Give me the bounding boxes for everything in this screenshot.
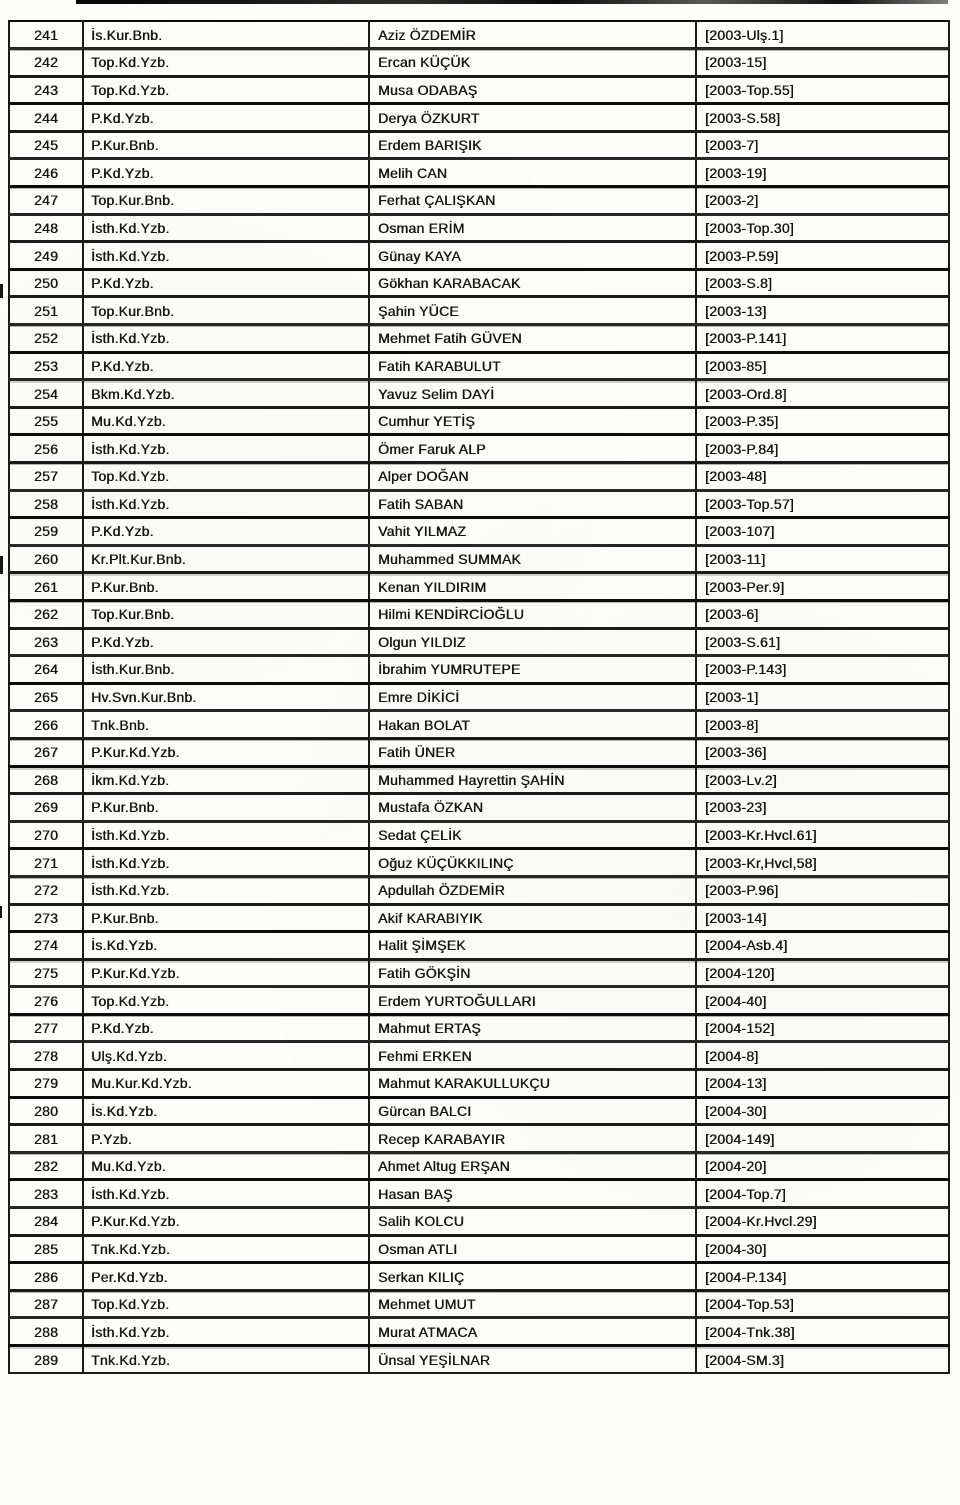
name-cell: Şahin YÜCE [369, 297, 696, 325]
rank-cell: Per.Kd.Yzb. [83, 1263, 369, 1291]
rank-cell: Top.Kur.Bnb. [83, 600, 369, 628]
rank-cell: Mu.Kd.Yzb. [83, 407, 369, 435]
name-cell: Vahit YILMAZ [369, 518, 696, 546]
roster-body [9, 21, 949, 1373]
rank-cell: Mu.Kur.Kd.Yzb. [83, 1070, 369, 1098]
code-cell: [2004-13] [696, 1070, 949, 1098]
name-cell: Halit ŞİMŞEK [369, 932, 696, 960]
code-cell: [2003-6] [696, 600, 949, 628]
code-cell: [2003-Ulş.1] [696, 21, 949, 49]
rank-cell: Bkm.Kd.Yzb. [83, 380, 369, 408]
code-cell: [2004-Kr.Hvcl.29] [696, 1208, 949, 1236]
name-cell: Mehmet Fatih GÜVEN [369, 325, 696, 353]
table-row [9, 242, 949, 270]
code-cell: [2003-Top.30] [696, 214, 949, 242]
code-cell: [2004-20] [696, 1152, 949, 1180]
row-number-cell: 275 [9, 959, 83, 987]
code-cell: [2003-Lv.2] [696, 766, 949, 794]
code-cell: [2003-P.84] [696, 435, 949, 463]
row-number-cell: 248 [9, 214, 83, 242]
name-cell: Gökhan KARABACAK [369, 269, 696, 297]
name-cell: Fehmi ERKEN [369, 1042, 696, 1070]
rank-cell: Top.Kd.Yzb. [83, 463, 369, 491]
row-number-cell: 271 [9, 849, 83, 877]
code-cell: [2003-Per.9] [696, 573, 949, 601]
table-row [9, 904, 949, 932]
row-number-cell: 243 [9, 76, 83, 104]
personnel-roster-table [8, 20, 950, 1374]
table-row [9, 187, 949, 215]
code-cell: [2003-19] [696, 159, 949, 187]
code-cell: [2003-1] [696, 683, 949, 711]
rank-cell: P.Kd.Yzb. [83, 352, 369, 380]
rank-cell: İsth.Kd.Yzb. [83, 490, 369, 518]
code-cell: [2003-Ord.8] [696, 380, 949, 408]
rank-cell: P.Kur.Kd.Yzb. [83, 738, 369, 766]
code-cell: [2004-152] [696, 1014, 949, 1042]
table-row [9, 435, 949, 463]
rank-cell: Kr.Plt.Kur.Bnb. [83, 545, 369, 573]
row-number-cell: 258 [9, 490, 83, 518]
name-cell: Fatih KARABULUT [369, 352, 696, 380]
table-row [9, 876, 949, 904]
table-row [9, 1263, 949, 1291]
rank-cell: İsth.Kd.Yzb. [83, 435, 369, 463]
code-cell: [2004-120] [696, 959, 949, 987]
rank-cell: İkm.Kd.Yzb. [83, 766, 369, 794]
rank-cell: Ulş.Kd.Yzb. [83, 1042, 369, 1070]
row-number-cell: 262 [9, 600, 83, 628]
code-cell: [2003-Kr.Hvcl.61] [696, 821, 949, 849]
row-number-cell: 281 [9, 1125, 83, 1153]
row-number-cell: 273 [9, 904, 83, 932]
name-cell: Serkan KILIÇ [369, 1263, 696, 1291]
name-cell: Fatih GÖKŞİN [369, 959, 696, 987]
table-row [9, 1125, 949, 1153]
rank-cell: Top.Kur.Bnb. [83, 297, 369, 325]
code-cell: [2003-15] [696, 49, 949, 77]
table-row [9, 1097, 949, 1125]
name-cell: Erdem YURTOĞULLARI [369, 987, 696, 1015]
name-cell: Osman ERİM [369, 214, 696, 242]
row-number-cell: 278 [9, 1042, 83, 1070]
code-cell: [2004-SM.3] [696, 1346, 949, 1374]
table-row [9, 325, 949, 353]
row-number-cell: 263 [9, 628, 83, 656]
row-number-cell: 276 [9, 987, 83, 1015]
name-cell: Alper DOĞAN [369, 463, 696, 491]
table-row [9, 1180, 949, 1208]
code-cell: [2003-Top.55] [696, 76, 949, 104]
row-number-cell: 282 [9, 1152, 83, 1180]
name-cell: Yavuz Selim DAYİ [369, 380, 696, 408]
table-row [9, 269, 949, 297]
scan-artifact [0, 556, 3, 574]
rank-cell: Tnk.Kd.Yzb. [83, 1235, 369, 1263]
name-cell: Derya ÖZKURT [369, 104, 696, 132]
code-cell: [2003-107] [696, 518, 949, 546]
table-row [9, 380, 949, 408]
name-cell: Akif KARABIYIK [369, 904, 696, 932]
table-row [9, 987, 949, 1015]
row-number-cell: 246 [9, 159, 83, 187]
row-number-cell: 266 [9, 711, 83, 739]
table-row [9, 159, 949, 187]
rank-cell: P.Kur.Bnb. [83, 904, 369, 932]
row-number-cell: 264 [9, 656, 83, 684]
code-cell: [2003-S.61] [696, 628, 949, 656]
name-cell: Aziz ÖZDEMİR [369, 21, 696, 49]
row-number-cell: 253 [9, 352, 83, 380]
table-row [9, 214, 949, 242]
name-cell: Günay KAYA [369, 242, 696, 270]
row-number-cell: 288 [9, 1318, 83, 1346]
table-row [9, 656, 949, 684]
table-row [9, 600, 949, 628]
rank-cell: İsth.Kur.Bnb. [83, 656, 369, 684]
rank-cell: P.Yzb. [83, 1125, 369, 1153]
code-cell: [2004-30] [696, 1235, 949, 1263]
table-row [9, 131, 949, 159]
row-number-cell: 256 [9, 435, 83, 463]
rank-cell: Tnk.Kd.Yzb. [83, 1346, 369, 1374]
name-cell: Cumhur YETİŞ [369, 407, 696, 435]
rank-cell: P.Kur.Bnb. [83, 794, 369, 822]
rank-cell: İs.Kd.Yzb. [83, 1097, 369, 1125]
code-cell: [2003-S.8] [696, 269, 949, 297]
rank-cell: Tnk.Bnb. [83, 711, 369, 739]
code-cell: [2004-P.134] [696, 1263, 949, 1291]
name-cell: Ercan KÜÇÜK [369, 49, 696, 77]
row-number-cell: 255 [9, 407, 83, 435]
code-cell: [2003-14] [696, 904, 949, 932]
table-row [9, 1070, 949, 1098]
row-number-cell: 265 [9, 683, 83, 711]
rank-cell: İsth.Kd.Yzb. [83, 876, 369, 904]
table-row [9, 297, 949, 325]
row-number-cell: 274 [9, 932, 83, 960]
table-row [9, 628, 949, 656]
row-number-cell: 251 [9, 297, 83, 325]
rank-cell: Top.Kd.Yzb. [83, 987, 369, 1015]
row-number-cell: 270 [9, 821, 83, 849]
name-cell: Hasan BAŞ [369, 1180, 696, 1208]
rank-cell: P.Kur.Kd.Yzb. [83, 1208, 369, 1236]
rank-cell: Hv.Svn.Kur.Bnb. [83, 683, 369, 711]
table-row [9, 490, 949, 518]
name-cell: Sedat ÇELİK [369, 821, 696, 849]
table-row [9, 49, 949, 77]
name-cell: Salih KOLCU [369, 1208, 696, 1236]
table-row [9, 1152, 949, 1180]
scan-artifact-top-border [76, 0, 948, 4]
name-cell: Osman ATLI [369, 1235, 696, 1263]
scan-artifact [0, 284, 3, 298]
rank-cell: İsth.Kd.Yzb. [83, 242, 369, 270]
code-cell: [2003-P.35] [696, 407, 949, 435]
table-row [9, 849, 949, 877]
code-cell: [2004-40] [696, 987, 949, 1015]
name-cell: Musa ODABAŞ [369, 76, 696, 104]
code-cell: [2004-Top.53] [696, 1290, 949, 1318]
table-row [9, 407, 949, 435]
scan-artifact [0, 906, 2, 918]
table-row [9, 1042, 949, 1070]
code-cell: [2003-13] [696, 297, 949, 325]
code-cell: [2003-P.143] [696, 656, 949, 684]
row-number-cell: 283 [9, 1180, 83, 1208]
row-number-cell: 244 [9, 104, 83, 132]
table-row [9, 21, 949, 49]
rank-cell: P.Kd.Yzb. [83, 269, 369, 297]
name-cell: Mehmet UMUT [369, 1290, 696, 1318]
code-cell: [2003-23] [696, 794, 949, 822]
row-number-cell: 280 [9, 1097, 83, 1125]
table-row [9, 545, 949, 573]
name-cell: Fatih ÜNER [369, 738, 696, 766]
name-cell: Erdem BARIŞIK [369, 131, 696, 159]
row-number-cell: 252 [9, 325, 83, 353]
table-row [9, 1318, 949, 1346]
rank-cell: İsth.Kd.Yzb. [83, 1180, 369, 1208]
name-cell: Melih CAN [369, 159, 696, 187]
code-cell: [2003-2] [696, 187, 949, 215]
rank-cell: P.Kd.Yzb. [83, 518, 369, 546]
code-cell: [2003-P.59] [696, 242, 949, 270]
rank-cell: İsth.Kd.Yzb. [83, 1318, 369, 1346]
name-cell: Muhammed Hayrettin ŞAHİN [369, 766, 696, 794]
rank-cell: Top.Kd.Yzb. [83, 49, 369, 77]
code-cell: [2003-8] [696, 711, 949, 739]
code-cell: [2003-Top.57] [696, 490, 949, 518]
row-number-cell: 245 [9, 131, 83, 159]
code-cell: [2003-Kr,Hvcl,58] [696, 849, 949, 877]
row-number-cell: 249 [9, 242, 83, 270]
table-row [9, 711, 949, 739]
name-cell: Ünsal YEŞİLNAR [369, 1346, 696, 1374]
row-number-cell: 287 [9, 1290, 83, 1318]
rank-cell: Top.Kd.Yzb. [83, 76, 369, 104]
name-cell: Ömer Faruk ALP [369, 435, 696, 463]
rank-cell: İs.Kd.Yzb. [83, 932, 369, 960]
code-cell: [2004-Top.7] [696, 1180, 949, 1208]
name-cell: Mahmut KARAKULLUKÇU [369, 1070, 696, 1098]
table-row [9, 959, 949, 987]
rank-cell: P.Kd.Yzb. [83, 628, 369, 656]
rank-cell: P.Kur.Kd.Yzb. [83, 959, 369, 987]
name-cell: Hakan BOLAT [369, 711, 696, 739]
row-number-cell: 259 [9, 518, 83, 546]
table-row [9, 1235, 949, 1263]
rank-cell: İsth.Kd.Yzb. [83, 821, 369, 849]
row-number-cell: 250 [9, 269, 83, 297]
row-number-cell: 272 [9, 876, 83, 904]
name-cell: Murat ATMACA [369, 1318, 696, 1346]
code-cell: [2003-P.96] [696, 876, 949, 904]
table-row [9, 76, 949, 104]
row-number-cell: 254 [9, 380, 83, 408]
name-cell: Muhammed SUMMAK [369, 545, 696, 573]
code-cell: [2003-48] [696, 463, 949, 491]
row-number-cell: 289 [9, 1346, 83, 1374]
row-number-cell: 257 [9, 463, 83, 491]
row-number-cell: 260 [9, 545, 83, 573]
name-cell: Ahmet Altug ERŞAN [369, 1152, 696, 1180]
table-row [9, 1014, 949, 1042]
code-cell: [2003-11] [696, 545, 949, 573]
row-number-cell: 277 [9, 1014, 83, 1042]
table-row [9, 794, 949, 822]
name-cell: Apdullah ÖZDEMİR [369, 876, 696, 904]
table-row [9, 573, 949, 601]
name-cell: Oğuz KÜÇÜKKILINÇ [369, 849, 696, 877]
code-cell: [2004-Asb.4] [696, 932, 949, 960]
table-row [9, 1208, 949, 1236]
name-cell: Hilmi KENDİRCİOĞLU [369, 600, 696, 628]
code-cell: [2003-36] [696, 738, 949, 766]
rank-cell: İsth.Kd.Yzb. [83, 849, 369, 877]
rank-cell: Top.Kur.Bnb. [83, 187, 369, 215]
table-row [9, 463, 949, 491]
name-cell: İbrahim YUMRUTEPE [369, 656, 696, 684]
row-number-cell: 267 [9, 738, 83, 766]
row-number-cell: 242 [9, 49, 83, 77]
table-row [9, 1346, 949, 1374]
rank-cell: P.Kd.Yzb. [83, 1014, 369, 1042]
code-cell: [2004-Tnk.38] [696, 1318, 949, 1346]
rank-cell: P.Kur.Bnb. [83, 131, 369, 159]
rank-cell: P.Kur.Bnb. [83, 573, 369, 601]
row-number-cell: 247 [9, 187, 83, 215]
table-row [9, 932, 949, 960]
row-number-cell: 269 [9, 794, 83, 822]
name-cell: Mustafa ÖZKAN [369, 794, 696, 822]
table-row [9, 821, 949, 849]
table-row [9, 518, 949, 546]
code-cell: [2004-8] [696, 1042, 949, 1070]
code-cell: [2003-P.141] [696, 325, 949, 353]
name-cell: Kenan YILDIRIM [369, 573, 696, 601]
row-number-cell: 279 [9, 1070, 83, 1098]
name-cell: Fatih SABAN [369, 490, 696, 518]
table-row [9, 738, 949, 766]
name-cell: Emre DİKİCİ [369, 683, 696, 711]
row-number-cell: 284 [9, 1208, 83, 1236]
row-number-cell: 286 [9, 1263, 83, 1291]
table-row [9, 1290, 949, 1318]
rank-cell: İsth.Kd.Yzb. [83, 325, 369, 353]
rank-cell: İs.Kur.Bnb. [83, 21, 369, 49]
code-cell: [2003-85] [696, 352, 949, 380]
rank-cell: P.Kd.Yzb. [83, 159, 369, 187]
code-cell: [2004-30] [696, 1097, 949, 1125]
name-cell: Gürcan BALCI [369, 1097, 696, 1125]
name-cell: Mahmut ERTAŞ [369, 1014, 696, 1042]
row-number-cell: 261 [9, 573, 83, 601]
row-number-cell: 241 [9, 21, 83, 49]
name-cell: Recep KARABAYIR [369, 1125, 696, 1153]
rank-cell: Top.Kd.Yzb. [83, 1290, 369, 1318]
rank-cell: İsth.Kd.Yzb. [83, 214, 369, 242]
row-number-cell: 285 [9, 1235, 83, 1263]
name-cell: Olgun YILDIZ [369, 628, 696, 656]
table-row [9, 352, 949, 380]
code-cell: [2004-149] [696, 1125, 949, 1153]
name-cell: Ferhat ÇALIŞKAN [369, 187, 696, 215]
rank-cell: Mu.Kd.Yzb. [83, 1152, 369, 1180]
table-row [9, 683, 949, 711]
table-row [9, 766, 949, 794]
code-cell: [2003-S.58] [696, 104, 949, 132]
rank-cell: P.Kd.Yzb. [83, 104, 369, 132]
table-row [9, 104, 949, 132]
code-cell: [2003-7] [696, 131, 949, 159]
row-number-cell: 268 [9, 766, 83, 794]
